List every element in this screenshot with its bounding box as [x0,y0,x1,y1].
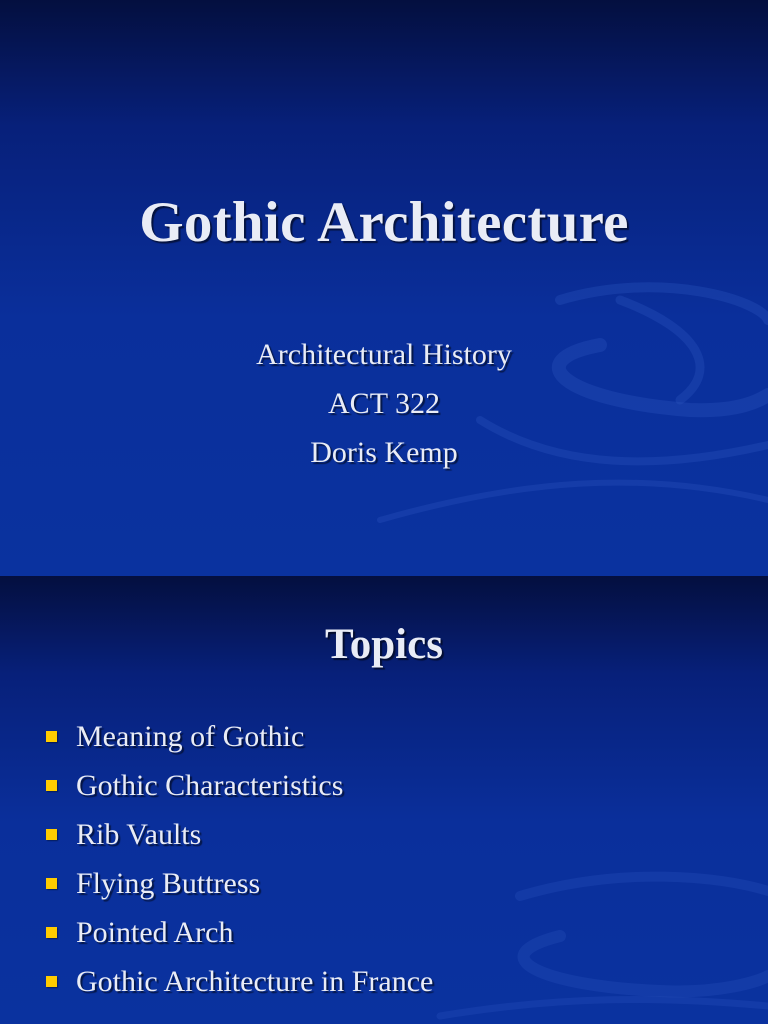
list-item [46,810,433,859]
topic-label: Gothic Architecture in France [76,965,434,998]
square-bullet-icon [46,878,57,889]
list-item [46,908,433,957]
square-bullet-icon [46,976,57,987]
subtitle-line-course-name: Architectural History [256,338,512,371]
topic-label: Pointed Arch [76,916,234,949]
topic-label: Gothic Characteristics [76,769,344,802]
square-bullet-icon [46,927,57,938]
slide-title: Gothic Architecture [139,191,629,254]
topic-label: Flying Buttress [76,867,261,900]
subtitle-line-author: Doris Kemp [310,436,458,469]
topic-label: Rib Vaults [76,818,202,851]
topic-label: Meaning of Gothic [76,720,305,753]
list-item [46,712,433,761]
list-item [46,859,433,908]
topic-list [46,712,433,1006]
square-bullet-icon [46,731,57,742]
slide-subtitle [0,330,768,477]
subtitle-line-course-code: ACT 322 [328,387,440,420]
square-bullet-icon [46,829,57,840]
square-bullet-icon [46,780,57,791]
topics-title: Topics [325,621,443,668]
topics-slide [0,576,768,1024]
list-item [46,957,433,1006]
list-item [46,761,433,810]
